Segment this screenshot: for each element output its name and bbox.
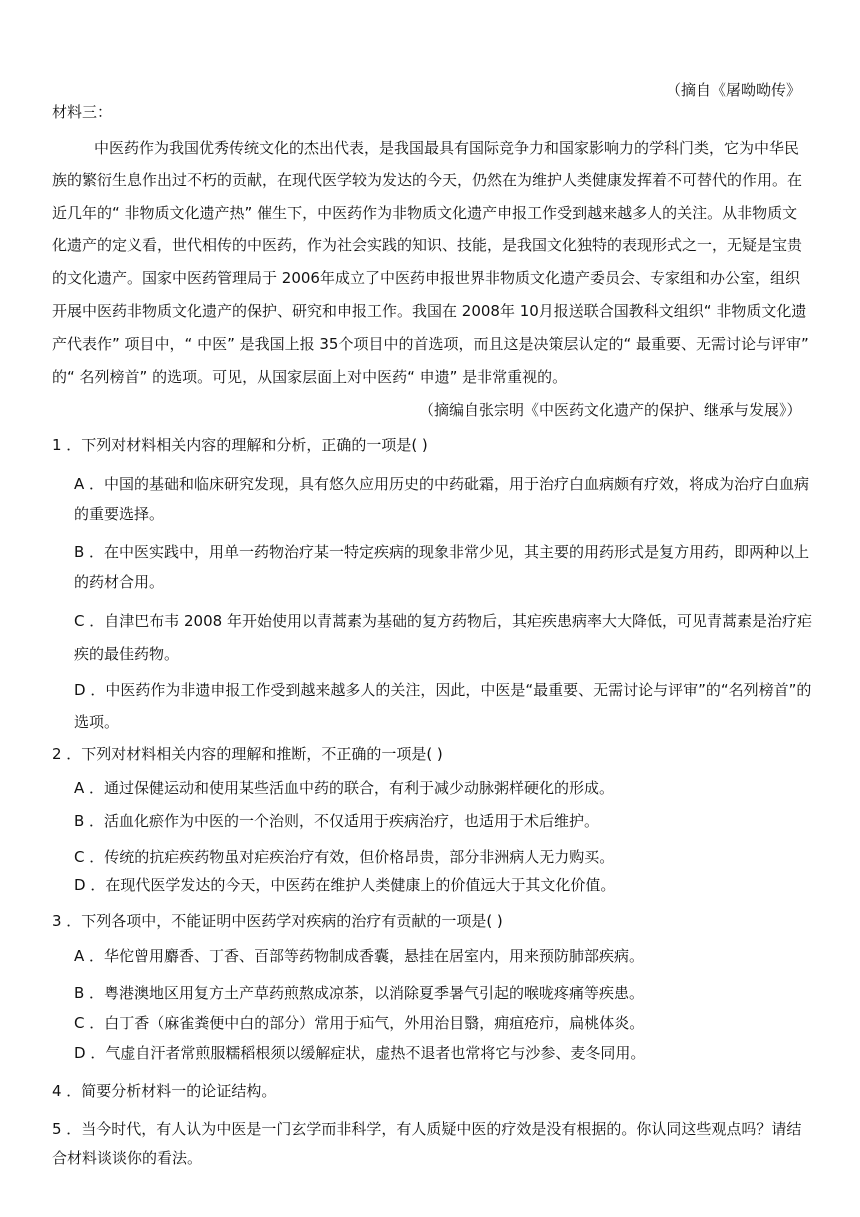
- material3-line-2: 族的繁衍生息作出过不朽的贡献，在现代医学较为发达的今天，仍然在为维护人类健康发挥着不可替代的作用。在: [52, 171, 803, 189]
- q5-stem-line-2: 合材料谈谈你的看法。: [52, 1149, 203, 1167]
- q1-option-a-cont: 的重要选择。: [74, 505, 165, 523]
- q2-option-b: B ．活血化瘀作为中医的一个治则，不仅适用于疾病治疗，也适用于术后维护。: [74, 812, 600, 830]
- material3-label: 材料三：: [52, 103, 113, 121]
- q5-stem-line-1: 5 ．当今时代，有人认为中医是一门玄学而非科学，有人质疑中医的疗效是没有根据的。你认同这些观点吗？请结: [52, 1120, 802, 1138]
- source-note: （摘自《屠呦呦传》: [666, 81, 802, 99]
- material3-line-1: 中医药作为我国优秀传统文化的杰出代表，是我国最具有国际竞争力和国家影响力的学科门类，它为中华民: [94, 139, 800, 157]
- q3-option-c: C ．白丁香（麻雀粪便中白的部分）常用于疝气，外用治目翳，痈疽疮疖，扁桃体炎。: [74, 1014, 645, 1032]
- material3-line-5: 的文化遗产。国家中医药管理局于 2006年成立了中医药申报世界非物质文化遗产委员会、专家组和办公室，组织: [52, 269, 800, 287]
- q1-option-b-cont: 的药材合用。: [74, 573, 165, 591]
- q3-option-a: A ．华佗曾用麝香、丁香、百部等药物制成香囊，悬挂在居室内，用来预防肺部疾病。: [74, 947, 645, 965]
- q2-option-d: D ．在现代医学发达的今天，中医药在维护人类健康上的价值远大于其文化价值。: [74, 876, 616, 894]
- q1-option-d: D ．中医药作为非遗申报工作受到越来越多人的关注，因此，中医是“最重要、无需讨论与评审”的“名列榜首”的: [74, 681, 812, 699]
- q2-option-a: A ．通过保健运动和使用某些活血中药的联合，有利于减少动脉粥样硬化的形成。: [74, 779, 615, 797]
- material3-line-7: 产代表作” 项目中，“ 中医” 是我国上报 35个项目中的首选项，而且这是决策层认定的“ 最重要、无需讨论与评审”: [52, 335, 809, 353]
- q2-option-c: C ．传统的抗疟疾药物虽对疟疾治疗有效，但价格昂贵，部分非洲病人无力购买。: [74, 848, 615, 866]
- q3-option-b: B ．粤港澳地区用复方土产草药煎熬成凉茶，以消除夏季暑气引起的喉咙疼痛等疾患。: [74, 984, 645, 1002]
- q1-option-a: A ．中国的基础和临床研究发现，具有悠久应用历史的中药砒霜，用于治疗白血病颇有疗效，将成为治疗白血病: [74, 475, 810, 493]
- material3-line-4: 化遗产的定义看，世代相传的中医药，作为社会实践的知识、技能，是我国文化独特的表现形式之一，无疑是宝贵: [52, 236, 803, 254]
- q1-option-c: C ．自津巴布韦 2008 年开始使用以青蒿素为基础的复方药物后，其疟疾患病率大大降低，可见青蒿素是治疗疟: [74, 612, 812, 630]
- q1-option-b: B ．在中医实践中，用单一药物治疗某一特定疾病的现象非常少见，其主要的用药形式是复方用药，即两种以上: [74, 543, 810, 561]
- material3-source: （摘编自张宗明《中医药文化遗产的保护、继承与发展》）: [419, 401, 802, 419]
- q4-stem: 4 ．简要分析材料一的论证结构。: [52, 1082, 277, 1100]
- q2-stem: 2 ．下列对材料相关内容的理解和推断，不正确的一项是( ): [52, 745, 443, 763]
- q3-stem: 3 ．下列各项中，不能证明中医药学对疾病的治疗有贡献的一项是( ): [52, 912, 503, 930]
- material3-line-3: 近几年的“ 非物质文化遗产热” 催生下，中医药作为非物质文化遗产申报工作受到越来越多人的关注。从非物质文: [52, 204, 798, 222]
- q3-option-d: D ．气虚自汗者常煎服糯稻根须以缓解症状，虚热不退者也常将它与沙参、麦冬同用。: [74, 1044, 646, 1062]
- q1-stem: 1 ．下列对材料相关内容的理解和分析，正确的一项是( ): [52, 436, 428, 454]
- material3-line-6: 开展中医药非物质文化遗产的保护、研究和申报工作。我国在 2008年 10月报送联合国教科文组织“ 非物质文化遗: [52, 302, 807, 320]
- material3-line-8: 的“ 名列榜首” 的选项。可见，从国家层面上对中医药“ 申遗” 是非常重视的。: [52, 368, 568, 386]
- q1-option-d-cont: 选项。: [74, 713, 120, 731]
- q1-option-c-cont: 疾的最佳药物。: [74, 645, 180, 663]
